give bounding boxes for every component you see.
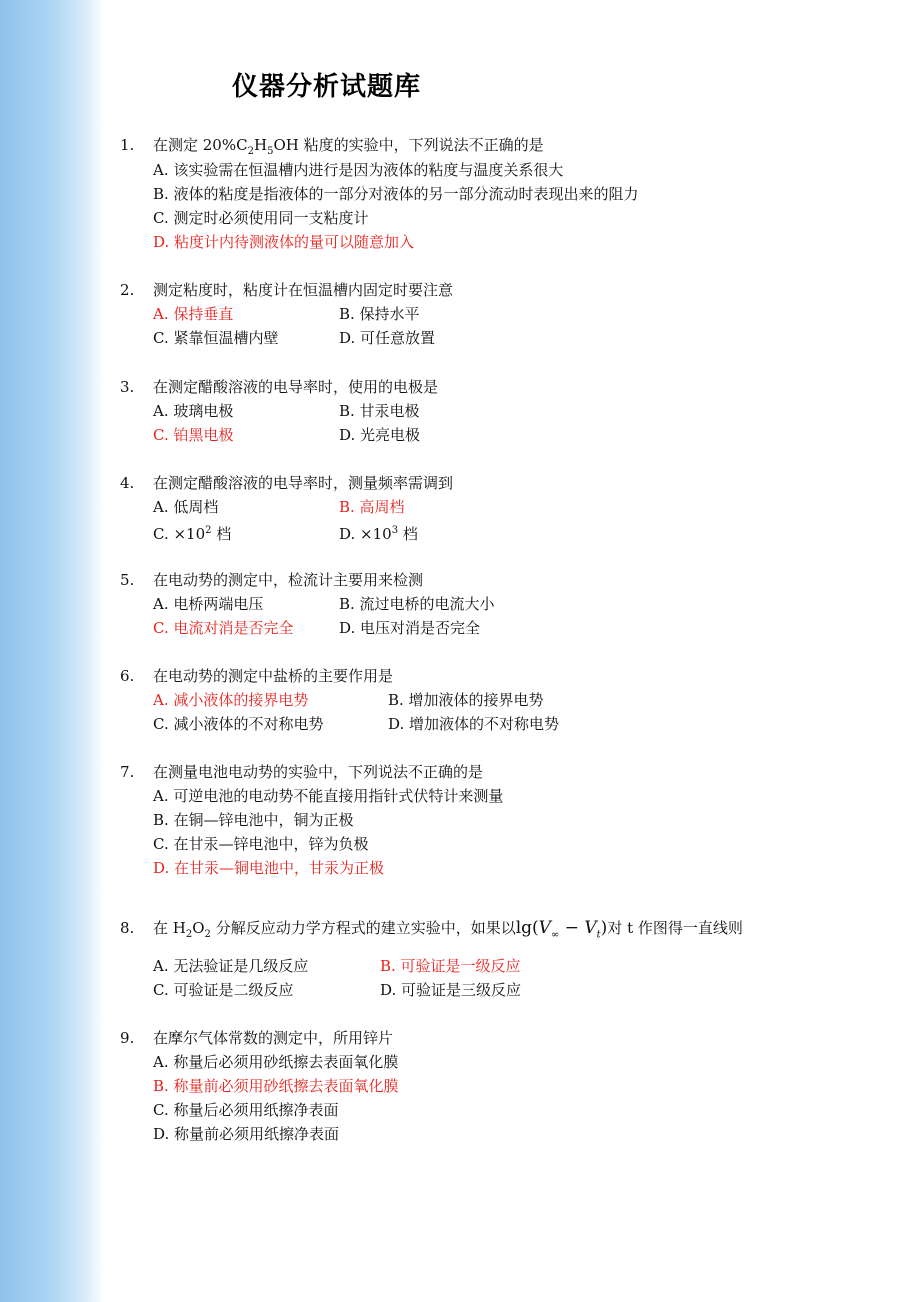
option-b: B. 保持水平 xyxy=(339,305,420,323)
question-stem: 在摩尔气体常数的测定中，所用锌片 xyxy=(153,1029,394,1047)
option-b: B. 增加液体的接界电势 xyxy=(388,691,544,709)
question-stem: 在测定醋酸溶液的电导率时，使用的电极是 xyxy=(153,378,439,396)
option-d: D. 可验证是三级反应 xyxy=(380,981,522,999)
option-a: A. 称量后必须用砂纸擦去表面氧化膜 xyxy=(153,1053,399,1071)
option-c: C. 测定时必须使用同一支粘度计 xyxy=(153,209,369,227)
option-a-answer: A. 减小液体的接界电势 xyxy=(153,691,309,709)
question-stem: 在测定 $20\%C_2H_5OH$ 粘度的实验中，下列说法不正确的是 xyxy=(153,136,544,157)
question-stem: 在电动势的测定中，检流计主要用来检测 xyxy=(153,571,424,589)
question-number: 7. xyxy=(120,763,135,781)
option-d-answer: D. 在甘汞—铜电池中，甘汞为正极 xyxy=(153,859,385,877)
question-stem: 在电动势的测定中盐桥的主要作用是 xyxy=(153,667,394,685)
option-c-answer: C. 铂黑电极 xyxy=(153,426,234,444)
question-number: 4. xyxy=(120,474,135,492)
option-d: D. 增加液体的不对称电势 xyxy=(388,715,560,733)
option-d: D. 可任意放置 xyxy=(339,329,436,347)
option-a: A. 无法验证是几级反应 xyxy=(153,957,309,975)
question-stem: 在测量电池电动势的实验中，下列说法不正确的是 xyxy=(153,763,484,781)
question-number: 5. xyxy=(120,571,135,589)
option-b: B. 流过电桥的电流大小 xyxy=(339,595,495,613)
question-stem: 在测定醋酸溶液的电导率时，测量频率需调到 xyxy=(153,474,454,492)
option-c: C. 可验证是二级反应 xyxy=(153,981,294,999)
formula-lg: $\lg(V_\infty - V_t)$ xyxy=(515,918,608,941)
question-number: 1. xyxy=(120,136,135,154)
option-a: A. 电桥两端电压 xyxy=(153,595,264,613)
option-c-answer: C. 电流对消是否完全 xyxy=(153,619,294,637)
option-a: A. 可逆电池的电动势不能直接用指针式伏特计来测量 xyxy=(153,787,504,805)
question-number: 8. xyxy=(120,919,135,937)
left-gradient-bar xyxy=(0,0,104,1302)
page-title: 仪器分析试题库 xyxy=(232,72,422,102)
option-b: B. 甘汞电极 xyxy=(339,402,420,420)
option-a-answer: A. 保持垂直 xyxy=(153,305,234,323)
question-number: 6. xyxy=(120,667,135,685)
option-b-answer: B. 可验证是一级反应 xyxy=(380,957,521,975)
option-d: D. 光亮电极 xyxy=(339,426,421,444)
option-c: C. 在甘汞—锌电池中，锌为负极 xyxy=(153,835,369,853)
question-number: 3. xyxy=(120,378,135,396)
option-c: C. 称量后必须用纸擦净表面 xyxy=(153,1101,339,1119)
option-a: A. 玻璃电极 xyxy=(153,402,234,420)
question-number: 2. xyxy=(120,281,135,299)
option-b-answer: B. 高周档 xyxy=(339,498,405,516)
question-stem: 测定粘度时，粘度计在恒温槽内固定时要注意 xyxy=(153,281,454,299)
option-a: A. 低周档 xyxy=(153,498,219,516)
option-c: C. 紧靠恒温槽内壁 xyxy=(153,329,279,347)
question-number: 9. xyxy=(120,1029,135,1047)
option-b: B. 液体的粘度是指液体的一部分对液体的另一部分流动时表现出来的阻力 xyxy=(153,185,639,203)
option-d: D. 电压对消是否完全 xyxy=(339,619,481,637)
option-d: D. 称量前必须用纸擦净表面 xyxy=(153,1125,340,1143)
option-d-answer: D. 粘度计内待测液体的量可以随意加入 xyxy=(153,233,415,251)
option-d: D. $\times 10^3$ 档 xyxy=(339,525,418,543)
option-a: A. 该实验需在恒温槽内进行是因为液体的粘度与温度关系很大 xyxy=(153,161,564,179)
option-b: B. 在铜—锌电池中，铜为正极 xyxy=(153,811,354,829)
option-b-answer: B. 称量前必须用砂纸擦去表面氧化膜 xyxy=(153,1077,399,1095)
option-c: C. $\times 10^2$ 档 xyxy=(153,525,232,543)
question-stem: 在 $H_2O_2$ 分解反应动力学方程式的建立实验中，如果以$\lg(V_\infty - V_t)$对 t 作图得一直线则 xyxy=(153,918,743,941)
option-c: C. 减小液体的不对称电势 xyxy=(153,715,324,733)
